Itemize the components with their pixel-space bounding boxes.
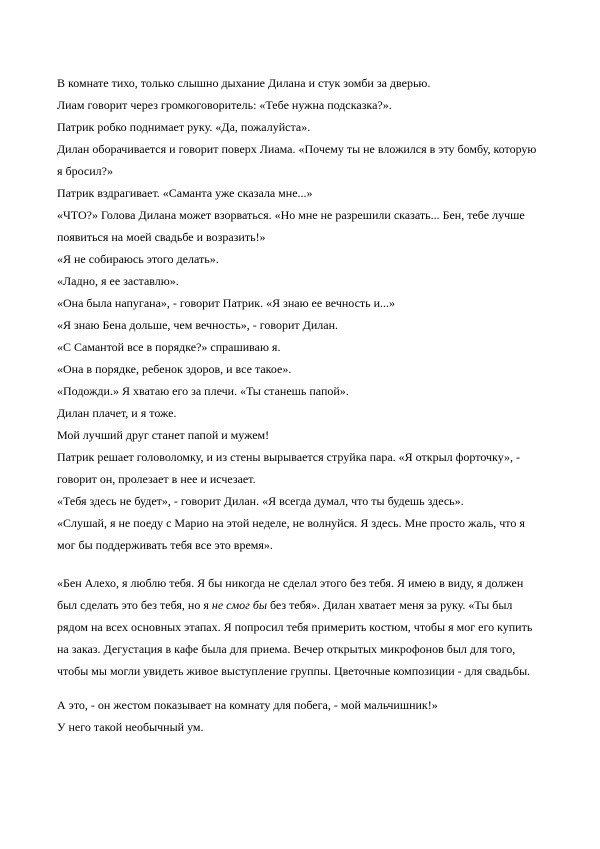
paragraph-19-emphasis: не смог бы — [211, 598, 267, 612]
paragraph-2: Лиам говорит через громкоговоритель: «Тебе нужна подсказка?». — [57, 98, 392, 112]
paragraph-12: «Она в порядке, ребенок здоров, и все такое». — [57, 362, 292, 376]
paragraph-19 — [57, 572, 544, 682]
paragraph-11: «С Самантой все в порядке?» спрашиваю я. — [57, 340, 281, 354]
paragraph-6: «ЧТО?» Голова Дилана может взорваться. «Но мне не разрешили сказать... Бен, тебе лучше появиться на моей свадьбе и возразить!» — [57, 208, 525, 244]
paragraph-7: «Я не собираюсь этого делать». — [57, 252, 219, 266]
paragraph-19-start: «Бен Алехо, я люблю тебя. Я бы никогда не сделал этого без тебя. Я имею в виду, я должен был сделать это без тебя, но я — [57, 576, 524, 612]
paragraph-18: «Слушай, я не поеду с Марио на этой неделе, не волнуйся. Я здесь. Мне просто жаль, что я мог бы поддерживать тебя все это время». — [57, 516, 525, 552]
paragraph-14: Дилан плачет, и я тоже. — [57, 406, 177, 420]
paragraph-10: «Я знаю Бена дольше, чем вечность», - говорит Дилан. — [57, 318, 338, 332]
paragraph-17: «Тебя здесь не будет», - говорит Дилан. «Я всегда думал, что ты будешь здесь». — [57, 494, 464, 508]
paragraph-13: «Подожди.» Я хватаю его за плечи. «Ты станешь папой». — [57, 384, 349, 398]
paragraph-3: Патрик робко поднимает руку. «Да, пожалуйста». — [57, 120, 311, 134]
paragraph-1: В комнате тихо, только слышно дыхание Дилана и стук зомби за дверью. — [57, 76, 431, 90]
paragraph-4: Дилан оборачивается и говорит поверх Лиама. «Почему ты не вложился в эту бомбу, которую я бросил?» — [57, 142, 537, 178]
paragraph-8: «Ладно, я ее заставлю». — [57, 274, 179, 288]
paragraph-20: А это, - он жестом показывает на комнату для побега, - мой мальчишник!» — [57, 698, 438, 712]
paragraph-9: «Она была напугана», - говорит Патрик. «Я знаю ее вечность и...» — [57, 296, 396, 310]
paragraph-16: Патрик решает головоломку, и из стены вырывается струйка пара. «Я открыл форточку», - говорит он, пролезает в нее и исчезает. — [57, 450, 521, 486]
paragraph-5: Патрик вздрагивает. «Саманта уже сказала мне...» — [57, 186, 313, 200]
paragraph-15: Мой лучший друг станет папой и мужем! — [57, 428, 270, 442]
paragraph-21: У него такой необычный ум. — [57, 720, 204, 734]
paragraph-19-end: без тебя». Дилан хватает меня за руку. «Ты был рядом на всех основных этапах. Я попросил тебя примерить костюм, чтобы я мог его купить на заказ. Дегустация в кафе была для приема. Вечер открытых микрофонов был для того, чтобы мы могли увидеть живое выступление группы. Цветочные композиции - для свадьбы. — [57, 598, 533, 678]
